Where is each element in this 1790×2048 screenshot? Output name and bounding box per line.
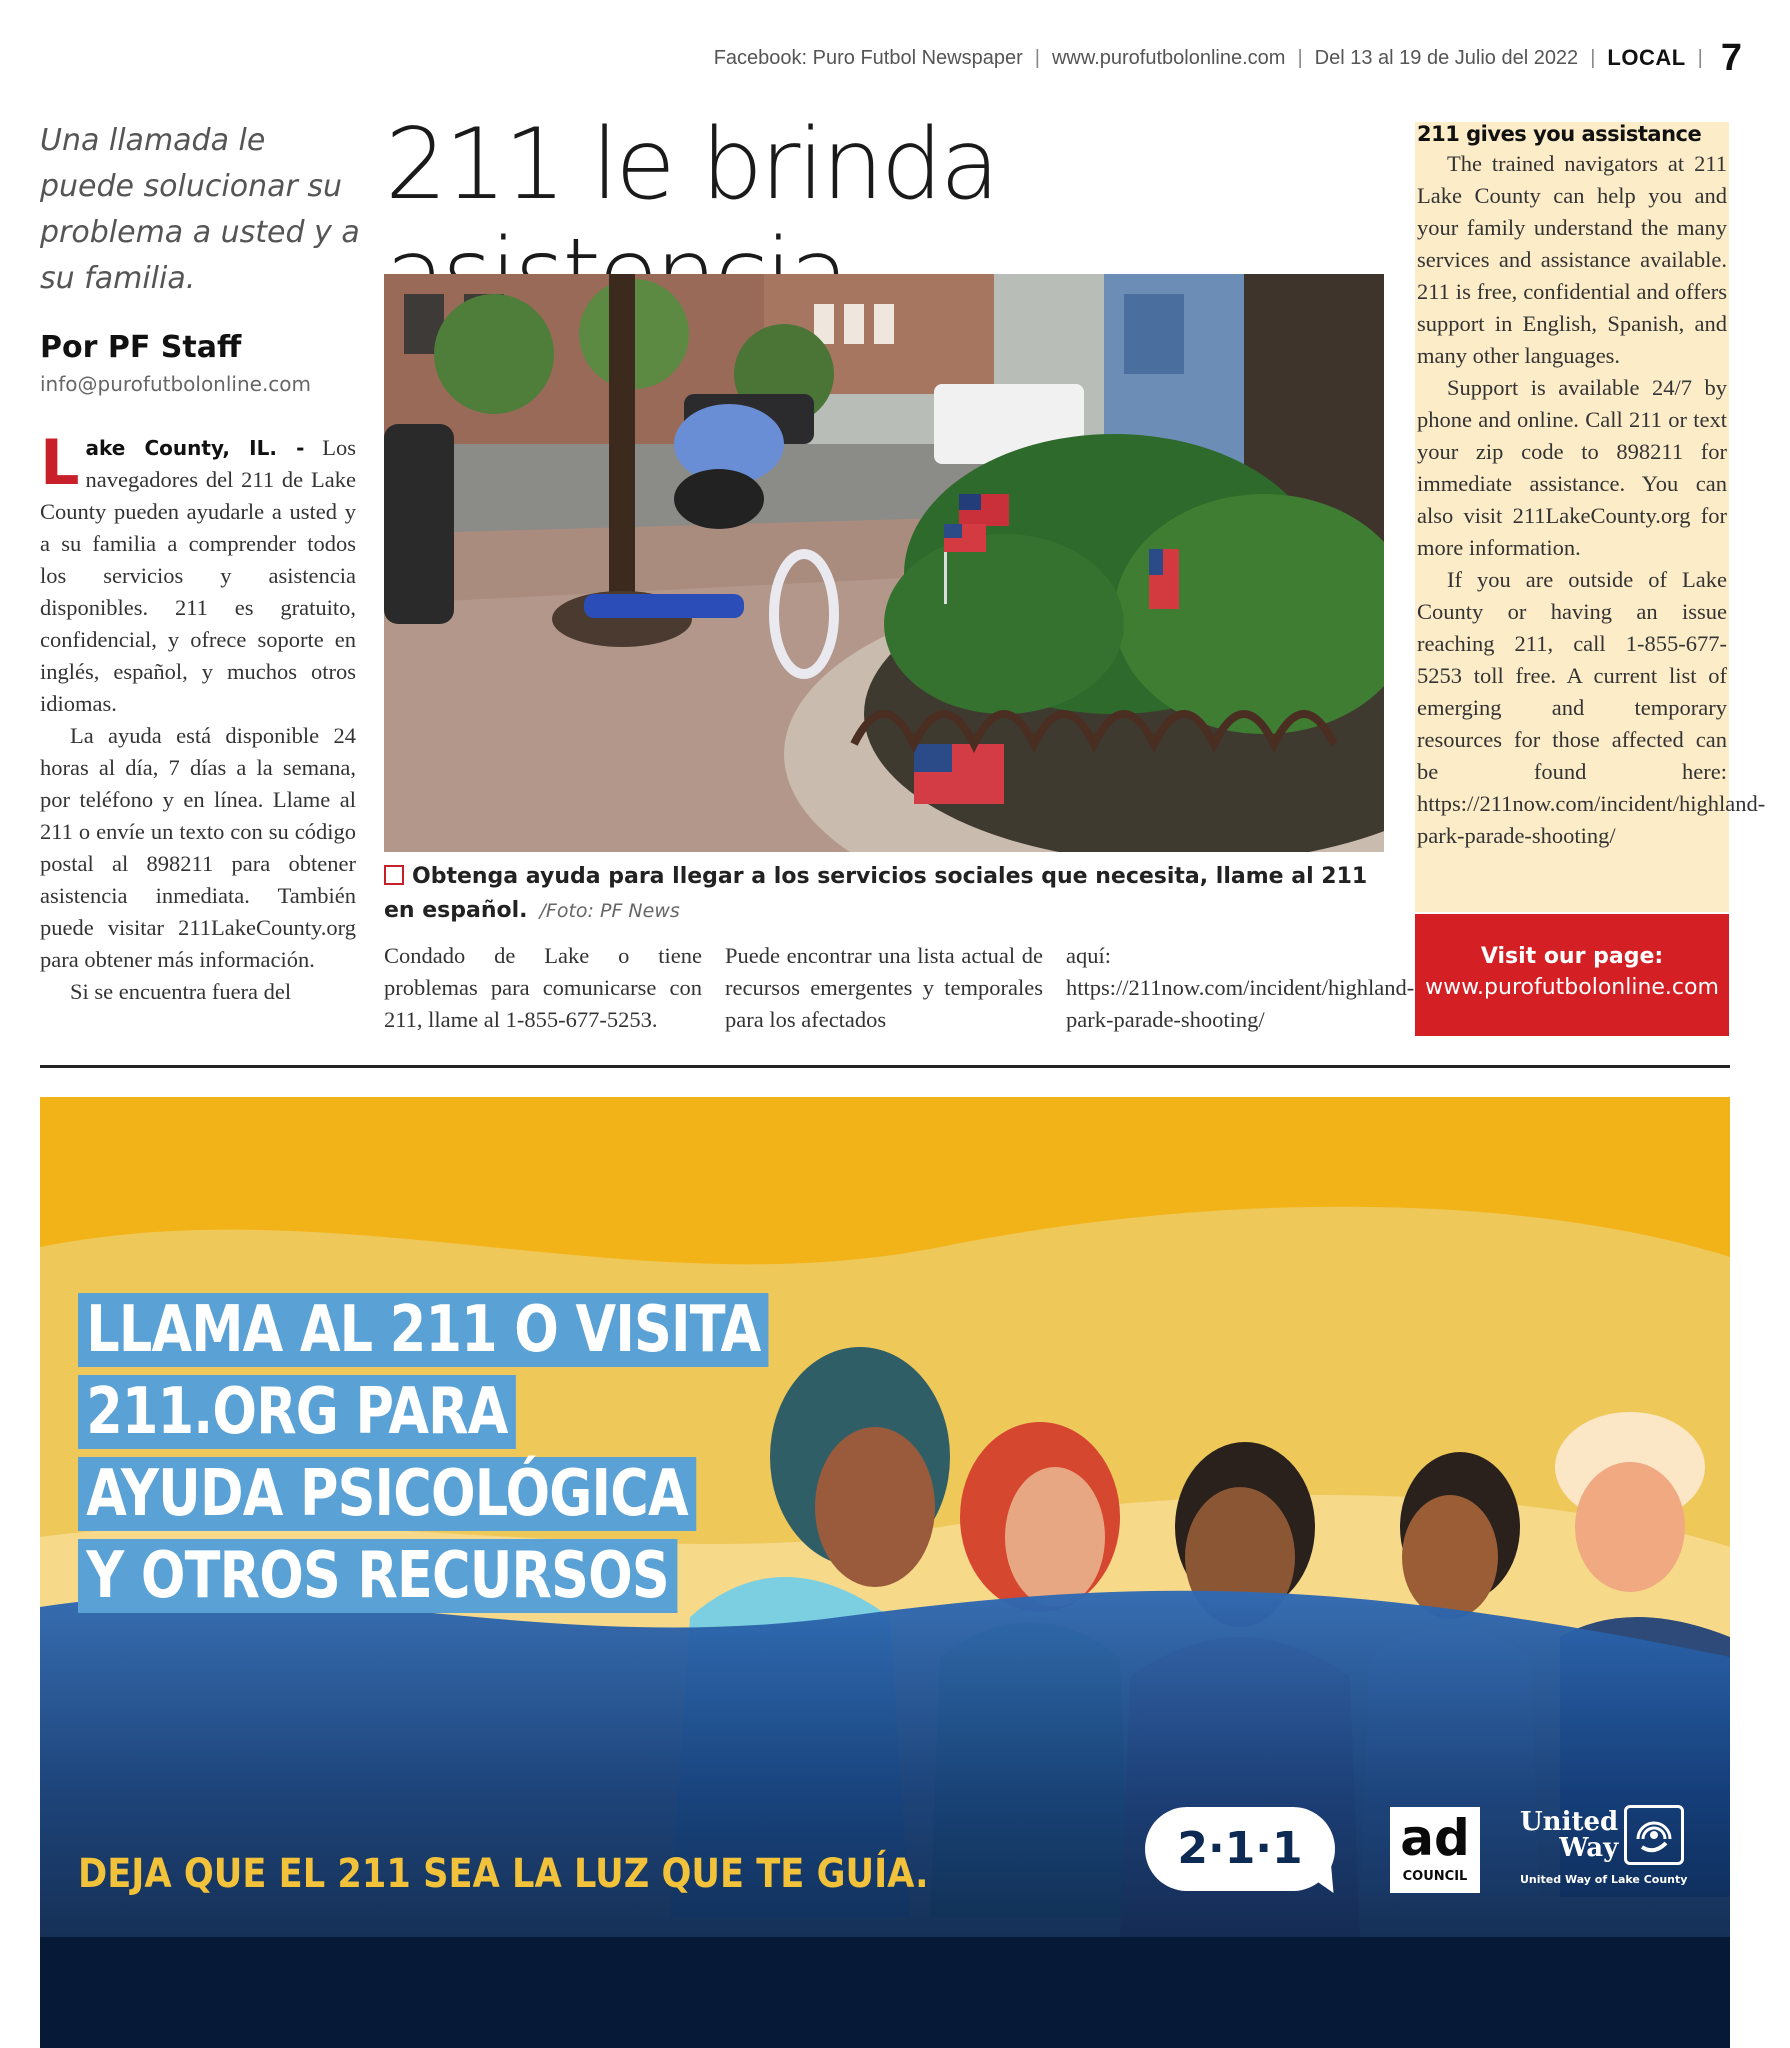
united-way-logo [1520, 1805, 1690, 1886]
english-sidebar [1415, 122, 1766, 912]
united-way-subtitle: United Way of Lake County [1520, 1873, 1688, 1886]
logo-211: 2·1·1 [1145, 1807, 1335, 1891]
ad-headline-line: AYUDA PSICOLÓGICA [78, 1457, 696, 1531]
byline: Por PF Staff [40, 330, 242, 365]
sidebar-paragraph: The trained navigators at 211 Lake County can help you and your family understand the many services and assistance available. 211 is free, confidential and offers support in English, Spanish, and many other languages. [1417, 151, 1727, 368]
visit-label: Visit our page: [1480, 944, 1664, 969]
ad-council-mark: ad [1400, 1809, 1470, 1867]
article-column: Condado de Lake o tiene problemas para comunicarse con 211, llame al 1-855-677-5253. [384, 943, 702, 1032]
visit-page-box[interactable] [1415, 914, 1729, 1036]
ad-headline-line: 211.ORG PARA [78, 1375, 516, 1449]
united-way-word: Way [1559, 1833, 1619, 1863]
united-way-wordmark [1520, 1809, 1624, 1861]
drop-cap: L [40, 426, 80, 499]
header-separator: | [1297, 46, 1303, 69]
article-paragraph [40, 426, 357, 720]
ad-council-logo [1390, 1807, 1480, 1893]
header-separator: | [1034, 46, 1040, 69]
section-label: LOCAL [1607, 45, 1686, 70]
united-way-mark [1520, 1805, 1690, 1865]
website-link[interactable]: www.purofutbolonline.com [1051, 46, 1286, 69]
article-paragraph: Si se encuentra fuera del [70, 979, 292, 1004]
header-separator: | [1590, 46, 1596, 69]
united-way-word: United [1520, 1807, 1619, 1837]
author-email[interactable]: info@purofutbolonline.com [40, 372, 312, 396]
photo-credit: /Foto: PF News [539, 900, 680, 922]
issue-date: Del 13 al 19 de Julio del 2022 [1314, 46, 1579, 69]
article-column: Puede encontrar una lista actual de recursos emergentes y temporales para los afectados [725, 943, 1043, 1032]
section-divider [40, 1065, 1730, 1068]
dateline: ake County, IL. - [85, 436, 305, 460]
caption-square-icon [384, 865, 404, 885]
sidebar-paragraph: Support is available 24/7 by phone and online. Call 211 or text your zip code to 898211 for immediate assistance. You can also visit 211LakeCounty.org for more information. [1417, 375, 1727, 560]
hand-rainbow-icon [1632, 1813, 1676, 1857]
ad-council-word: COUNCIL [1402, 1869, 1468, 1884]
sidebar-paragraph: If you are outside of Lake County or having an issue reaching 211, call 1-855-677-5253 toll free. A current list of emerging and temporary resources for those affected can be found here: https://211now.com/incident/highland-park-parade-shooting/ [1417, 567, 1766, 848]
article-body-left [40, 426, 357, 1008]
article-bottom-columns [384, 940, 1415, 1036]
ad-headline-line: Y OTROS RECURSOS [78, 1539, 677, 1613]
page-number: 7 [1720, 36, 1742, 79]
advertisement-211 [40, 1097, 1730, 2048]
header-separator: | [1697, 46, 1703, 69]
caption-text: Obtenga ayuda para llegar a los servicios sociales que necesita, llame al 211 en español. [384, 864, 1368, 923]
facebook-label[interactable]: Facebook: Puro Futbol Newspaper [713, 46, 1023, 69]
photo-caption [384, 860, 1384, 928]
united-way-emblem-icon [1624, 1805, 1684, 1865]
article-paragraph: La ayuda está disponible 24 horas al día, 7 días a la semana, por teléfono y en línea. Llame al 211 o envíe un texto con su código postal al 898211 para obtener asistencia inmediata. También puede visitar 211LakeCounty.org para obtener más información. [40, 723, 356, 972]
sidebar-text [1417, 148, 1766, 852]
sidebar-title: 211 gives you assistance [1417, 122, 1702, 146]
visit-url-link[interactable]: www.purofutbolonline.com [1425, 975, 1719, 1000]
ad-headline-line: LLAMA AL 211 O VISITA [78, 1293, 769, 1367]
headline: 211 le brinda [385, 108, 997, 222]
article-deck: Una llamada le puede solucionar su problema a usted y a su familia. [40, 123, 360, 296]
page-header [713, 36, 1742, 79]
photo-illustration [384, 274, 1384, 852]
ad-headline [78, 1289, 769, 1617]
article-column: aquí: https://211now.com/incident/highland-park-parade-shooting/ [1066, 943, 1415, 1032]
article-photo [384, 274, 1384, 852]
ad-tagline: DEJA QUE EL 211 SEA LA LUZ QUE TE GUÍA. [78, 1851, 929, 1897]
paragraph-text: Los navegadores del 211 de Lake County pueden ayudarle a usted y a su familia a comprender todos los servicios y asistencia disponibles. 211 es gratuito, confidencial, y ofrece soporte en inglés, español, y muchos otros idiomas. [40, 435, 357, 716]
